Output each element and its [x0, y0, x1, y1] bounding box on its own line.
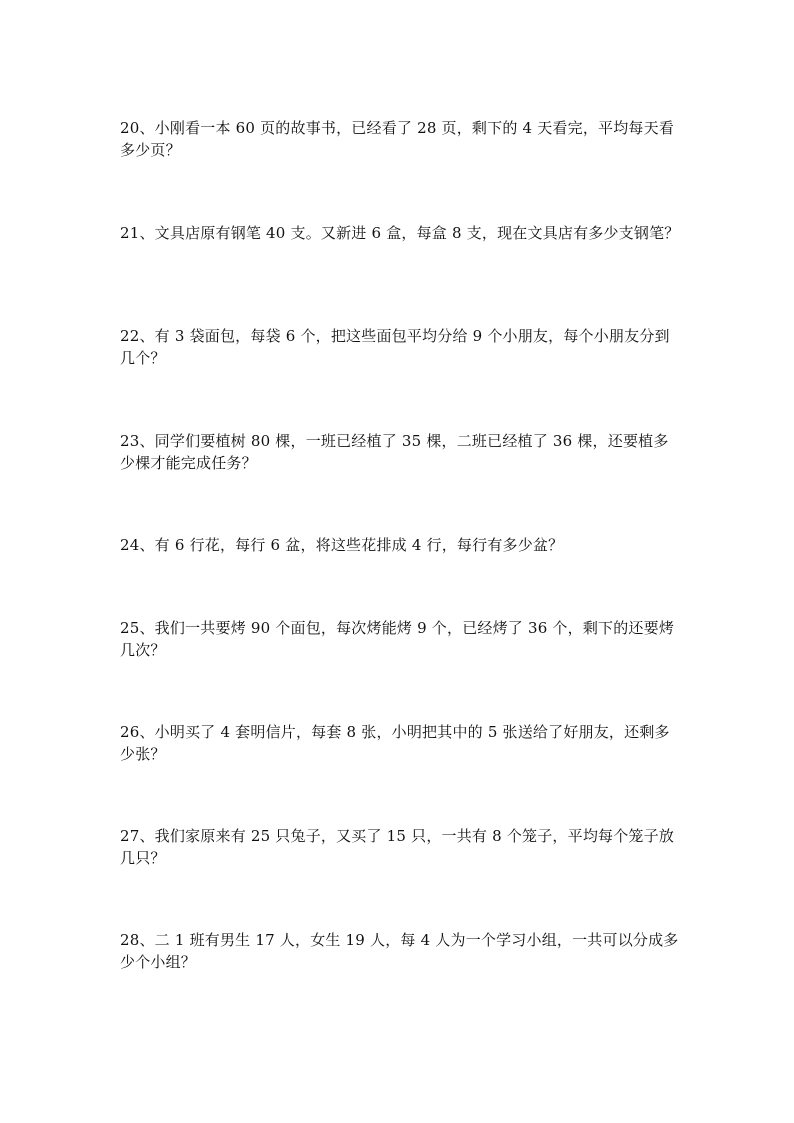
problem-21: 21、文具店原有钢笔 40 支。又新进 6 盒，每盒 8 支，现在文具店有多少支钢笔？ [120, 224, 680, 242]
problem-23: 23、同学们要植树 80 棵，一班已经植了 35 棵，二班已经植了 36 棵，还要植多少棵才能完成任务？ [120, 432, 669, 472]
problem-25: 25、我们一共要烤 90 个面包，每次烤能烤 9 个，已经烤了 36 个，剩下的还要烤几次？ [120, 619, 675, 659]
problem-27: 27、我们家原来有 25 只兔子，又买了 15 只，一共有 8 个笼子，平均每个笼子放几只？ [120, 827, 675, 867]
problem-24: 24、有 6 行花，每行 6 盆，将这些花排成 4 行，每行有多少盆？ [120, 536, 564, 554]
problem-28: 28、二 1 班有男生 17 人，女生 19 人，每 4 人为一个学习小组，一共可以分成多少个小组？ [120, 931, 679, 971]
problem-26: 26、小明买了 4 套明信片，每套 8 张，小明把其中的 5 张送给了好朋友，还剩多少张？ [120, 723, 670, 763]
problem-20: 20、小刚看一本 60 页的故事书，已经看了 28 页，剩下的 4 天看完，平均每天看多少页？ [120, 119, 675, 159]
problem-22: 22、有 3 袋面包，每袋 6 个，把这些面包平均分给 9 个小朋友，每个小朋友分到几个？ [120, 327, 670, 367]
